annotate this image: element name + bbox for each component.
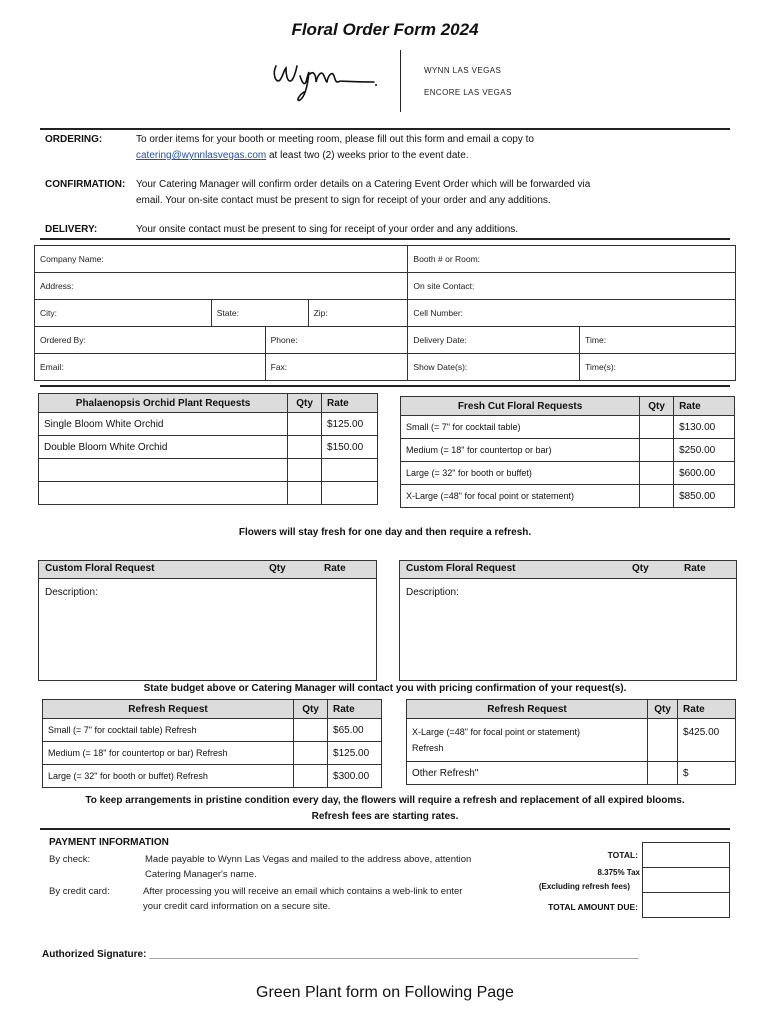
fresh-cut-item-rate: $250.00 <box>674 439 735 462</box>
fresh-cut-item-name: Small (= 7" for cocktail table) <box>401 416 640 439</box>
times-field[interactable]: Time(s): <box>580 354 736 381</box>
zip-field[interactable]: Zip: <box>308 300 408 327</box>
company-name-field[interactable]: Company Name: <box>35 246 408 273</box>
orchid-item-rate: $125.00 <box>322 413 378 436</box>
orchid-item-rate[interactable] <box>322 459 378 482</box>
booth-field[interactable]: Booth # or Room: <box>408 246 736 273</box>
fax-field[interactable]: Fax: <box>265 354 408 381</box>
table-row <box>407 719 736 762</box>
refresh-item-name: Small (= 7" for cocktail table) Refresh <box>43 719 294 742</box>
tax-label: 8.375% Tax <box>597 868 640 877</box>
total-due-label: TOTAL AMOUNT DUE: <box>548 902 638 912</box>
refresh-item-name: Other Refresh" <box>407 762 648 785</box>
table-row <box>401 416 735 439</box>
confirmation-line2: email. Your on-site contact must be present to sign for receipt of your order and any additions. <box>136 195 551 206</box>
orchid-header: Phalaenopsis Orchid Plant Requests <box>39 394 288 413</box>
custom-qty-label: Qty <box>269 563 286 574</box>
table-row <box>401 462 735 485</box>
custom-header-label: Custom Floral Request <box>45 563 155 574</box>
delivery-label: DELIVERY: <box>45 224 98 235</box>
fresh-cut-qty-input[interactable] <box>640 439 674 462</box>
fresh-cut-rate-header: Rate <box>674 397 735 416</box>
refresh-qty-header: Qty <box>294 700 328 719</box>
refresh-qty-input[interactable] <box>294 765 328 788</box>
card-line2: your credit card information on a secure site. <box>143 901 331 912</box>
authorized-signature-line[interactable]: Authorized Signature: ________________________________________________________________________________________ <box>42 949 639 960</box>
catering-email-link[interactable]: catering@wynnlasvegas.com <box>136 150 267 161</box>
email-field[interactable]: Email: <box>35 354 266 381</box>
custom-request-right[interactable] <box>399 560 737 681</box>
fresh-cut-item-name: Large (= 32" for booth or buffet) <box>401 462 640 485</box>
orchid-qty-header: Qty <box>288 394 322 413</box>
refresh-table-left <box>42 699 382 788</box>
card-line1: After processing you will receive an email which contains a web-link to enter <box>143 886 463 897</box>
table-row <box>39 482 378 505</box>
city-field[interactable]: City: <box>35 300 212 327</box>
refresh-item-line2: Refresh <box>412 743 444 753</box>
refresh-table-right <box>406 699 736 785</box>
fresh-cut-item-rate: $850.00 <box>674 485 735 508</box>
footer-note: Green Plant form on Following Page <box>256 984 514 1001</box>
divider <box>40 238 730 240</box>
check-line2: Catering Manager's name. <box>145 869 257 880</box>
table-row <box>401 439 735 462</box>
ordering-label: ORDERING: <box>45 134 103 145</box>
total-label: TOTAL: <box>607 850 638 860</box>
orchid-qty-input[interactable] <box>288 459 322 482</box>
table-row <box>401 485 735 508</box>
by-card-text <box>143 884 523 914</box>
custom-request-left[interactable] <box>38 560 377 681</box>
orchid-qty-input[interactable] <box>288 413 322 436</box>
orchid-item-name: Single Bloom White Orchid <box>39 413 288 436</box>
fresh-note: Flowers will stay fresh for one day and then require a refresh. <box>238 527 532 538</box>
refresh-item-rate: $300.00 <box>328 765 382 788</box>
fresh-cut-item-rate: $600.00 <box>674 462 735 485</box>
table-row <box>39 436 378 459</box>
table-row <box>43 719 382 742</box>
tax-input[interactable] <box>642 867 730 893</box>
refresh-item-name: Large (= 32" for booth or buffet) Refresh <box>43 765 294 788</box>
refresh-item-name: Medium (= 18" for countertop or bar) Refresh <box>43 742 294 765</box>
show-dates-field[interactable]: Show Date(s): <box>408 354 580 381</box>
fresh-cut-request-table <box>400 396 735 508</box>
fresh-cut-header: Fresh Cut Floral Requests <box>401 397 640 416</box>
state-field[interactable]: State: <box>211 300 308 327</box>
refresh-qty-input[interactable] <box>648 762 678 785</box>
payment-header: PAYMENT INFORMATION <box>49 837 169 848</box>
orchid-request-table <box>38 393 378 505</box>
refresh-item-rate: $125.00 <box>328 742 382 765</box>
delivery-text: Your onsite contact must be present to sing for receipt of your order and any additions. <box>136 224 519 235</box>
refresh-item-line1: X-Large (=48" for focal point or statement) <box>412 727 581 737</box>
refresh-item-rate: $425.00 <box>678 719 736 762</box>
orchid-item-name[interactable] <box>39 482 288 505</box>
phone-field[interactable]: Phone: <box>265 327 408 354</box>
fresh-cut-item-name: X-Large (=48" for focal point or statement) <box>401 485 640 508</box>
logo-divider <box>400 50 401 112</box>
fresh-cut-qty-input[interactable] <box>640 462 674 485</box>
fresh-cut-item-name: Medium (= 18" for countertop or bar) <box>401 439 640 462</box>
total-due-input[interactable] <box>642 892 730 918</box>
orchid-rate-header: Rate <box>322 394 378 413</box>
divider <box>40 128 730 130</box>
fresh-cut-item-rate: $130.00 <box>674 416 735 439</box>
orchid-item-rate[interactable] <box>322 482 378 505</box>
custom-rate-label: Rate <box>684 563 706 574</box>
refresh-rate-header: Rate <box>678 700 736 719</box>
by-check-label: By check: <box>49 854 91 865</box>
ordering-text <box>136 132 736 164</box>
orchid-item-name: Double Bloom White Orchid <box>39 436 288 459</box>
ordered-by-field[interactable]: Ordered By: <box>35 327 266 354</box>
table-row <box>407 762 736 785</box>
fresh-cut-qty-header: Qty <box>640 397 674 416</box>
custom-header-label: Custom Floral Request <box>406 563 516 574</box>
table-row <box>43 765 382 788</box>
description-label: Description: <box>406 587 459 598</box>
onsite-contact-field[interactable]: On site Contact: <box>408 273 736 300</box>
time-field[interactable]: Time: <box>580 327 736 354</box>
refresh-qty-input[interactable] <box>648 719 678 762</box>
refresh-note: To keep arrangements in pristine condition every day, the flowers will require a refresh and replacement of all expired blooms. <box>85 795 685 806</box>
fresh-cut-qty-input[interactable] <box>640 485 674 508</box>
orchid-qty-input[interactable] <box>288 436 322 459</box>
orchid-item-name[interactable] <box>39 459 288 482</box>
ordering-line1: To order items for your booth or meeting room, please fill out this form and email a copy to <box>136 134 534 145</box>
by-card-label: By credit card: <box>49 886 110 897</box>
refresh-item-rate[interactable]: $ <box>678 762 736 785</box>
refresh-header: Refresh Request <box>407 700 648 719</box>
by-check-text <box>145 852 525 882</box>
confirmation-label: CONFIRMATION: <box>45 179 126 190</box>
table-row <box>39 413 378 436</box>
delivery-date-field[interactable]: Delivery Date: <box>408 327 580 354</box>
cell-number-field[interactable]: Cell Number: <box>408 300 736 327</box>
confirmation-text <box>136 177 736 209</box>
tax-note: (Excluding refresh fees) <box>538 882 630 891</box>
budget-note: State budget above or Catering Manager will contact you with pricing confirmation of your request(s). <box>143 683 627 694</box>
brand-encore: ENCORE LAS VEGAS <box>424 88 512 97</box>
wynn-logo <box>270 52 382 104</box>
check-line1: Made payable to Wynn Las Vegas and mailed to the address above, attention <box>145 854 472 865</box>
ordering-line2: at least two (2) weeks prior to the event date. <box>266 150 469 161</box>
address-field[interactable]: Address: <box>35 273 408 300</box>
description-label: Description: <box>45 587 98 598</box>
divider <box>40 828 730 830</box>
brand-wynn: WYNN LAS VEGAS <box>424 66 502 75</box>
refresh-header: Refresh Request <box>43 700 294 719</box>
table-row <box>43 742 382 765</box>
contact-info-table <box>34 245 736 381</box>
refresh-qty-header: Qty <box>648 700 678 719</box>
custom-rate-label: Rate <box>324 563 346 574</box>
custom-request-header <box>400 561 736 579</box>
total-input[interactable] <box>642 842 730 868</box>
orchid-item-rate: $150.00 <box>322 436 378 459</box>
confirmation-line1: Your Catering Manager will confirm order details on a Catering Event Order which will be forwarded via <box>136 179 591 190</box>
orchid-qty-input[interactable] <box>288 482 322 505</box>
refresh-fee-note: Refresh fees are starting rates. <box>311 811 459 822</box>
table-row <box>39 459 378 482</box>
divider <box>40 385 730 387</box>
page-title: Floral Order Form 2024 <box>291 20 479 39</box>
custom-qty-label: Qty <box>632 563 649 574</box>
refresh-qty-input[interactable] <box>294 719 328 742</box>
refresh-qty-input[interactable] <box>294 742 328 765</box>
fresh-cut-qty-input[interactable] <box>640 416 674 439</box>
custom-request-header <box>39 561 376 579</box>
refresh-rate-header: Rate <box>328 700 382 719</box>
refresh-item-rate: $65.00 <box>328 719 382 742</box>
refresh-item-name <box>407 719 648 762</box>
